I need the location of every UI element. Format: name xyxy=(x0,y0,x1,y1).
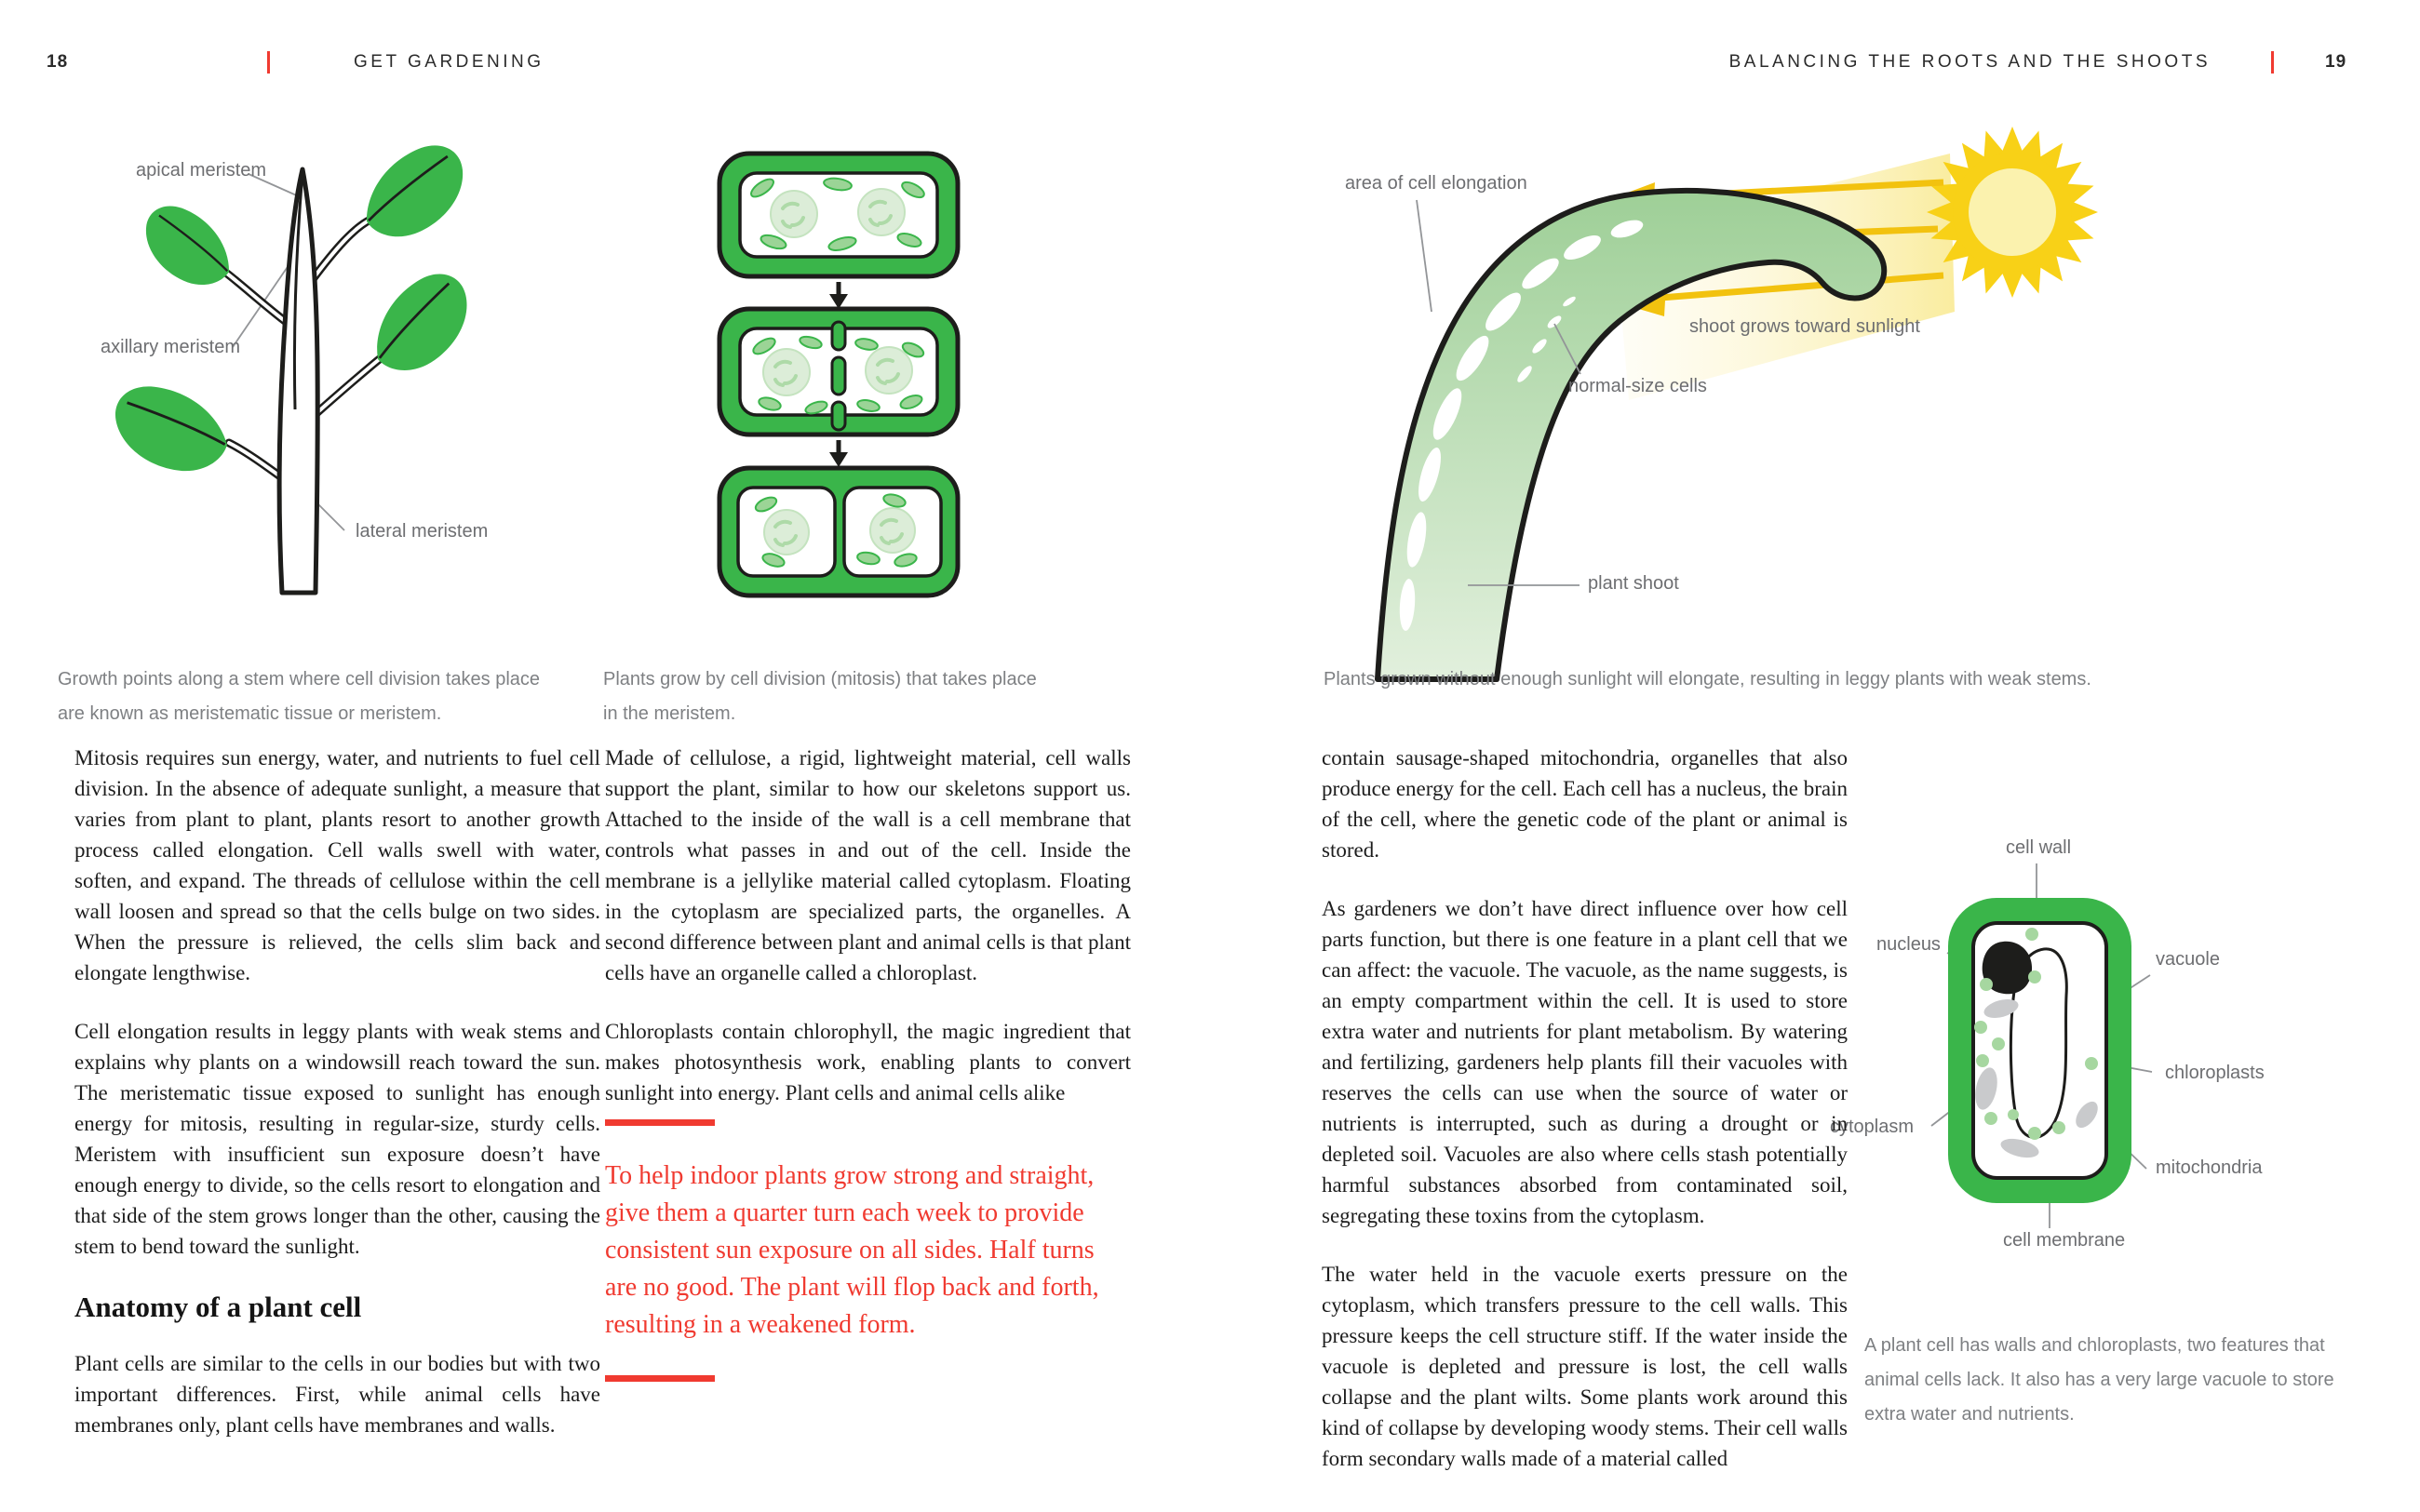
figure-caption-plant-cell: A plant cell has walls and chloroplasts, two features that animal cells lack. It also has a very large vacuole to store extra water and nutrients. xyxy=(1864,1335,2334,1425)
cell-label-cytoplasm: cytoplasm xyxy=(1830,1117,1915,1137)
paragraph: As gardeners we don’t have direct influence over how cell parts function, but there is one feature in a plant cell that we can affect: the vacuole. The vacuole, as the name suggests, is an empty compartment within the cell. It is used to store extra water and nutrients for plant metabolism. By watering and fertilizing, gardeners help plants fill their vacuoles with reserves the cells can use when the source of water or nutrients is interrupted, such as during a drought or in depleted soil. Vacuoles are also where cells stash potentially harmful substances absorbed from contaminated soil, segregating these toxins from the cytoplasm. xyxy=(1322,897,1848,1227)
pull-quote-rule-top xyxy=(605,1119,715,1126)
header-divider-right xyxy=(2271,51,2274,74)
page-number-right: 19 xyxy=(2325,52,2347,72)
shoot-label-grows-toward-sunlight: shoot grows toward sunlight xyxy=(1689,316,1920,337)
cell-label-mitochondria: mitochondria xyxy=(2156,1157,2263,1178)
shoot-label-area-of-elongation: area of cell elongation xyxy=(1345,173,1527,194)
cell-label-cell-wall: cell wall xyxy=(2006,837,2072,858)
cell-label-nucleus: nucleus xyxy=(1876,934,1941,955)
pull-quote: To help indoor plants grow strong and straight, give them a quarter turn each week to provide consistent sun exposure on all sides. Half turns are no good. The plant will flop back and forth, resulting in a weakened form. xyxy=(605,1161,1099,1339)
cell-label-cell-membrane: cell membrane xyxy=(2003,1230,2126,1251)
stem-meristem-figure xyxy=(56,130,577,614)
running-head-right: BALANCING THE ROOTS AND THE SHOOTS xyxy=(1728,52,2211,72)
pull-quote-rule-bottom xyxy=(605,1375,715,1382)
figure-caption-shoot: Plants grown without enough sunlight will elongate, resulting in leggy plants with weak stems. xyxy=(1324,669,2091,689)
paragraph: Mitosis requires sun energy, water, and nutrients to fuel cell division. In the absence of adequate sunlight, a measure that varies from plant to plant, plants resort to another growth process called elongation. Cell walls swell with water, soften, and expand. The threads of cellulose within the cell wall loosen and spread so that the cells bulge on two sides. When the pressure is relieved, the cells slim back and elongate lengthwise. xyxy=(74,746,600,984)
figure-caption-stem: Growth points along a stem where cell division takes place are known as meristematic tissue or meristem. xyxy=(58,669,541,724)
shoot-label-normal-size-cells: normal-size cells xyxy=(1568,376,1707,396)
paragraph: contain sausage-shaped mitochondria, organelles that also produce energy for the cell. Each cell has a nucleus, the brain of the cell, where the genetic code of the plant or animal is stored. xyxy=(1322,746,1848,862)
shoot-label-plant-shoot: plant shoot xyxy=(1588,573,1679,594)
running-head-left: GET GARDENING xyxy=(354,52,544,72)
paragraph: Plant cells are similar to the cells in our bodies but with two important differences. First, while animal cells have membranes only, plant cells have membranes and walls. xyxy=(74,1352,600,1438)
plant-shoot-shape xyxy=(1378,191,1884,679)
body-column-middle xyxy=(605,743,1131,1382)
mitosis-figure xyxy=(712,140,973,609)
body-column-right xyxy=(1322,743,1848,1502)
stem-label-lateral-meristem: lateral meristem xyxy=(356,521,489,542)
header-divider-left xyxy=(267,51,270,74)
paragraph: Made of cellulose, a rigid, lightweight material, cell walls support the plant, similar to how our skeletons support us. Attached to the inside of the wall is a cell membrane that controls what passes in and out of the cell. Inside the membrane is a jellylike material called cytoplasm. Floating in the cytoplasm are specialized parts, the organelles. A second difference between plant and animal cells is that plant cells have an organelle called a chloroplast. xyxy=(605,746,1131,984)
paragraph: Chloroplasts contain chlorophyll, the magic ingredient that makes photosynthesis work, enabling plants to convert sunlight into energy. Plant cells and animal cells alike xyxy=(605,1020,1131,1104)
cell-label-chloroplasts: chloroplasts xyxy=(2165,1063,2265,1083)
stem-label-axillary-meristem: axillary meristem xyxy=(101,337,241,357)
stem-label-apical-meristem: apical meristem xyxy=(136,160,267,181)
section-heading: Anatomy of a plant cell xyxy=(74,1291,362,1323)
body-column-left xyxy=(74,743,600,1468)
paragraph: The water held in the vacuole exerts pressure on the cytoplasm, which transfers pressure to the cell walls. This pressure keeps the cell structure stiff. If the water inside the vacuole is depleted and pressure is lost, the cell walls collapse and the plant wilts. Some plants work around this kind of collapse by developing woody stems. Their cell walls form secondary walls made of a material called xyxy=(1322,1263,1848,1470)
figure-caption-mitosis: Plants grow by cell division (mitosis) that takes place in the meristem. xyxy=(603,669,1037,724)
page-number-left: 18 xyxy=(47,52,69,72)
paragraph: Cell elongation results in leggy plants with weak stems and explains why plants on a windowsill reach toward the sun. The meristematic tissue exposed to sunlight has enough energy for mitosis, resulting in regular-size, sturdy cells. Meristem with insufficient sun exposure doesn’t have enough energy to divide, so the cells resort to elongation and that side of the stem grows longer than the other, causing the stem to bend toward the sunlight. xyxy=(74,1020,600,1258)
plant-cell-figure xyxy=(1862,837,2420,1265)
cell-label-vacuole: vacuole xyxy=(2156,949,2220,970)
